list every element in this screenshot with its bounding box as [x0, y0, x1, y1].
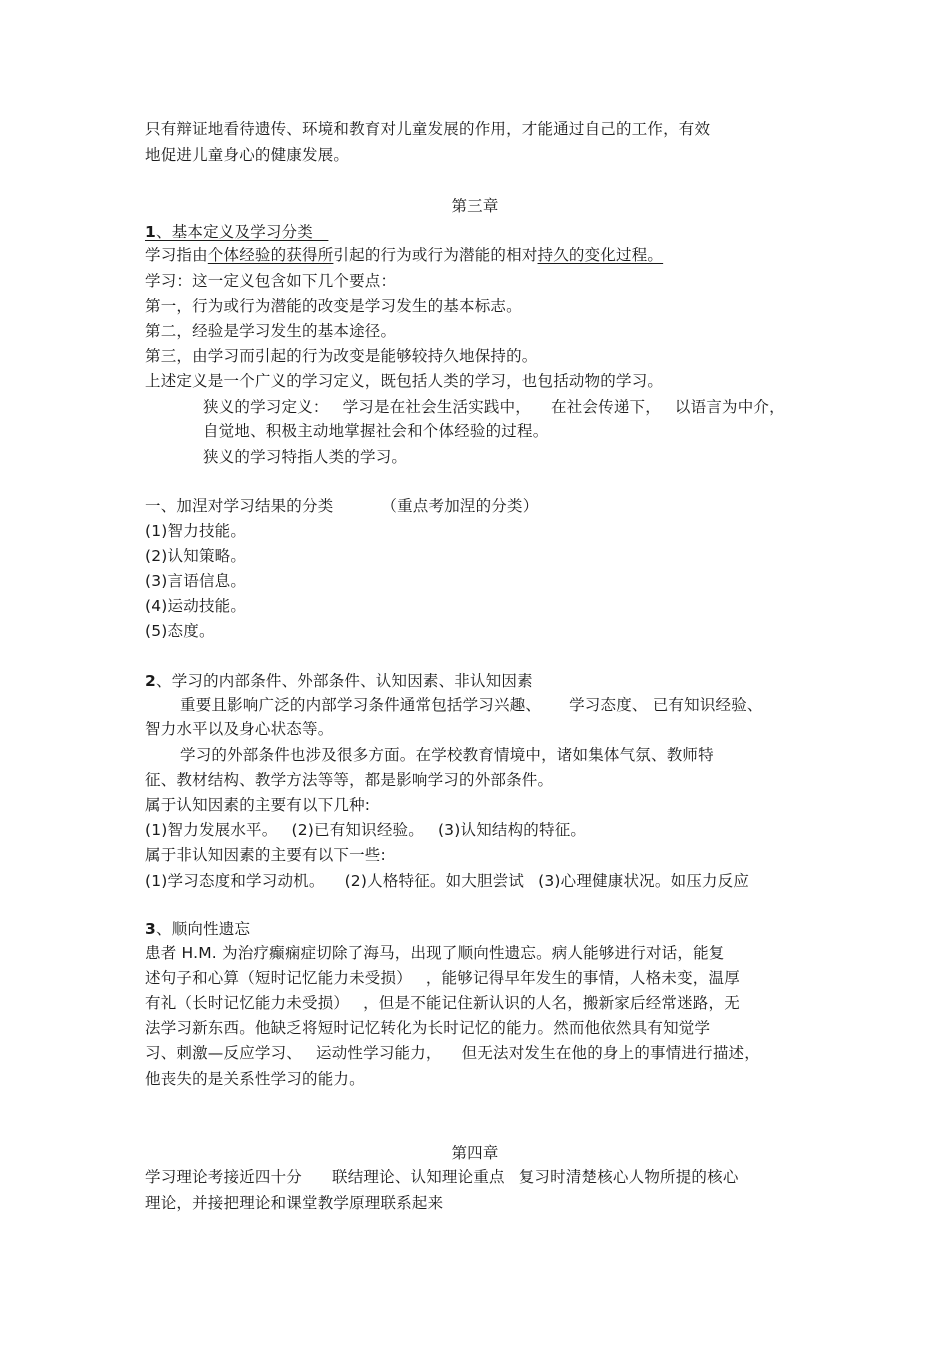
section-3-heading	[145, 918, 250, 940]
definition-point: 第三，由学习而引起的行为改变是能够较持久地保持的。	[145, 347, 538, 365]
chapter-4-line-2: 理论，并接把理论和课堂教学原理联系起来	[145, 1194, 444, 1212]
section-2-title: 、学习的内部条件、外部条件、认知因素、非认知因素	[156, 672, 533, 690]
section-1-number: 1	[145, 223, 156, 241]
list-item: (1)智力技能。	[145, 522, 247, 540]
internal-conditions-line-2: 智力水平以及身心状态等。	[145, 720, 334, 738]
chapter-4-line-1: 学习理论考接近四十分 联结理论、认知理论重点 复习时清楚核心人物所提的核心	[145, 1168, 739, 1186]
definition-point: 第一，行为或行为潜能的改变是学习发生的基本标志。	[145, 297, 522, 315]
section-2-heading	[145, 670, 533, 692]
case-line-2: 述句子和心算（短时记忆能力未受损） ，能够记得早年发生的事情，人格未变，温厚	[145, 969, 740, 987]
case-line-3: 有礼（长时记忆能力未受损） ，但是不能记住新认识的人名，搬新家后经常迷路，无	[145, 994, 740, 1012]
gagne-note: （重点考加涅的分类）	[381, 497, 539, 515]
chapter-4-title: 第四章	[451, 1144, 499, 1162]
narrow-definition-line-3: 狭义的学习特指人类的学习。	[203, 448, 408, 466]
section-3-number: 3	[145, 920, 156, 938]
section-3-title: 、顺向性遗忘	[156, 920, 251, 938]
definition-point: 第二，经验是学习发生的基本途径。	[145, 322, 397, 340]
case-line-6: 他丧失的是关系性学习的能力。	[145, 1070, 365, 1088]
intro-line-1: 只有辩证地看待遗传、环境和教育对儿童发展的作用，才能通过自己的工作，有效	[145, 120, 711, 138]
case-line-4: 法学习新东西。他缺乏将短时记忆转化为长时记忆的能力。然而他依然具有知觉学	[145, 1019, 711, 1037]
cognitive-factors-list: (1)智力发展水平。 (2)已有知识经验。 (3)认知结构的特征。	[145, 821, 587, 839]
narrow-definition: 狭义的学习定义： 学习是在社会生活实践中， 在社会传递下， 以语言为中介，	[203, 398, 785, 416]
list-item: (2)认知策略。	[145, 547, 247, 565]
external-conditions-line-2: 征、教材结构、教学方法等等，都是影响学习的外部条件。	[145, 771, 554, 789]
learning-definition: 学习指由个体经验的获得所引起的行为或行为潜能的相对持久的变化过程。	[145, 246, 664, 264]
gagne-heading: 一、加涅对学习结果的分类 （重点考加涅的分类）	[145, 497, 539, 515]
list-item: (3)言语信息。	[145, 572, 247, 590]
section-2-number: 2	[145, 672, 156, 690]
list-item: (4)运动技能。	[145, 597, 247, 615]
case-line-1: 患者 H.M. 为治疗癫痫症切除了海马，出现了顺向性遗忘。病人能够进行对话，能复	[145, 944, 725, 962]
section-1-title: 、基本定义及学习分类	[156, 223, 314, 241]
external-conditions: 学习的外部条件也涉及很多方面。在学校教育情境中，诸如集体气氛、教师特	[180, 746, 714, 764]
section-1-heading	[145, 221, 328, 243]
list-item: (5)态度。	[145, 622, 215, 640]
case-line-5: 习、刺激—反应学习、 运动性学习能力， 但无法对发生在他的身上的事情进行描述，	[145, 1044, 760, 1062]
cognitive-factors-title: 属于认知因素的主要有以下几种:	[145, 796, 371, 814]
noncognitive-factors-title: 属于非认知因素的主要有以下一些:	[145, 846, 386, 864]
chapter-3-title: 第三章	[451, 197, 499, 215]
noncognitive-factors-list: (1)学习态度和学习动机。 (2)人格特征。如大胆尝试 (3)心理健康状况。如压力反应	[145, 872, 750, 890]
definition-point: 学习：这一定义包含如下几个要点：	[145, 272, 397, 290]
definition-point: 上述定义是一个广义的学习定义，既包括人类的学习，也包括动物的学习。	[145, 372, 664, 390]
narrow-definition-line-2: 自觉地、积极主动地掌握社会和个体经验的过程。	[203, 422, 549, 440]
intro-line-2: 地促进儿童身心的健康发展。	[145, 146, 350, 164]
internal-conditions: 重要且影响广泛的内部学习条件通常包括学习兴趣、 学习态度、 已有知识经验、	[180, 696, 763, 714]
